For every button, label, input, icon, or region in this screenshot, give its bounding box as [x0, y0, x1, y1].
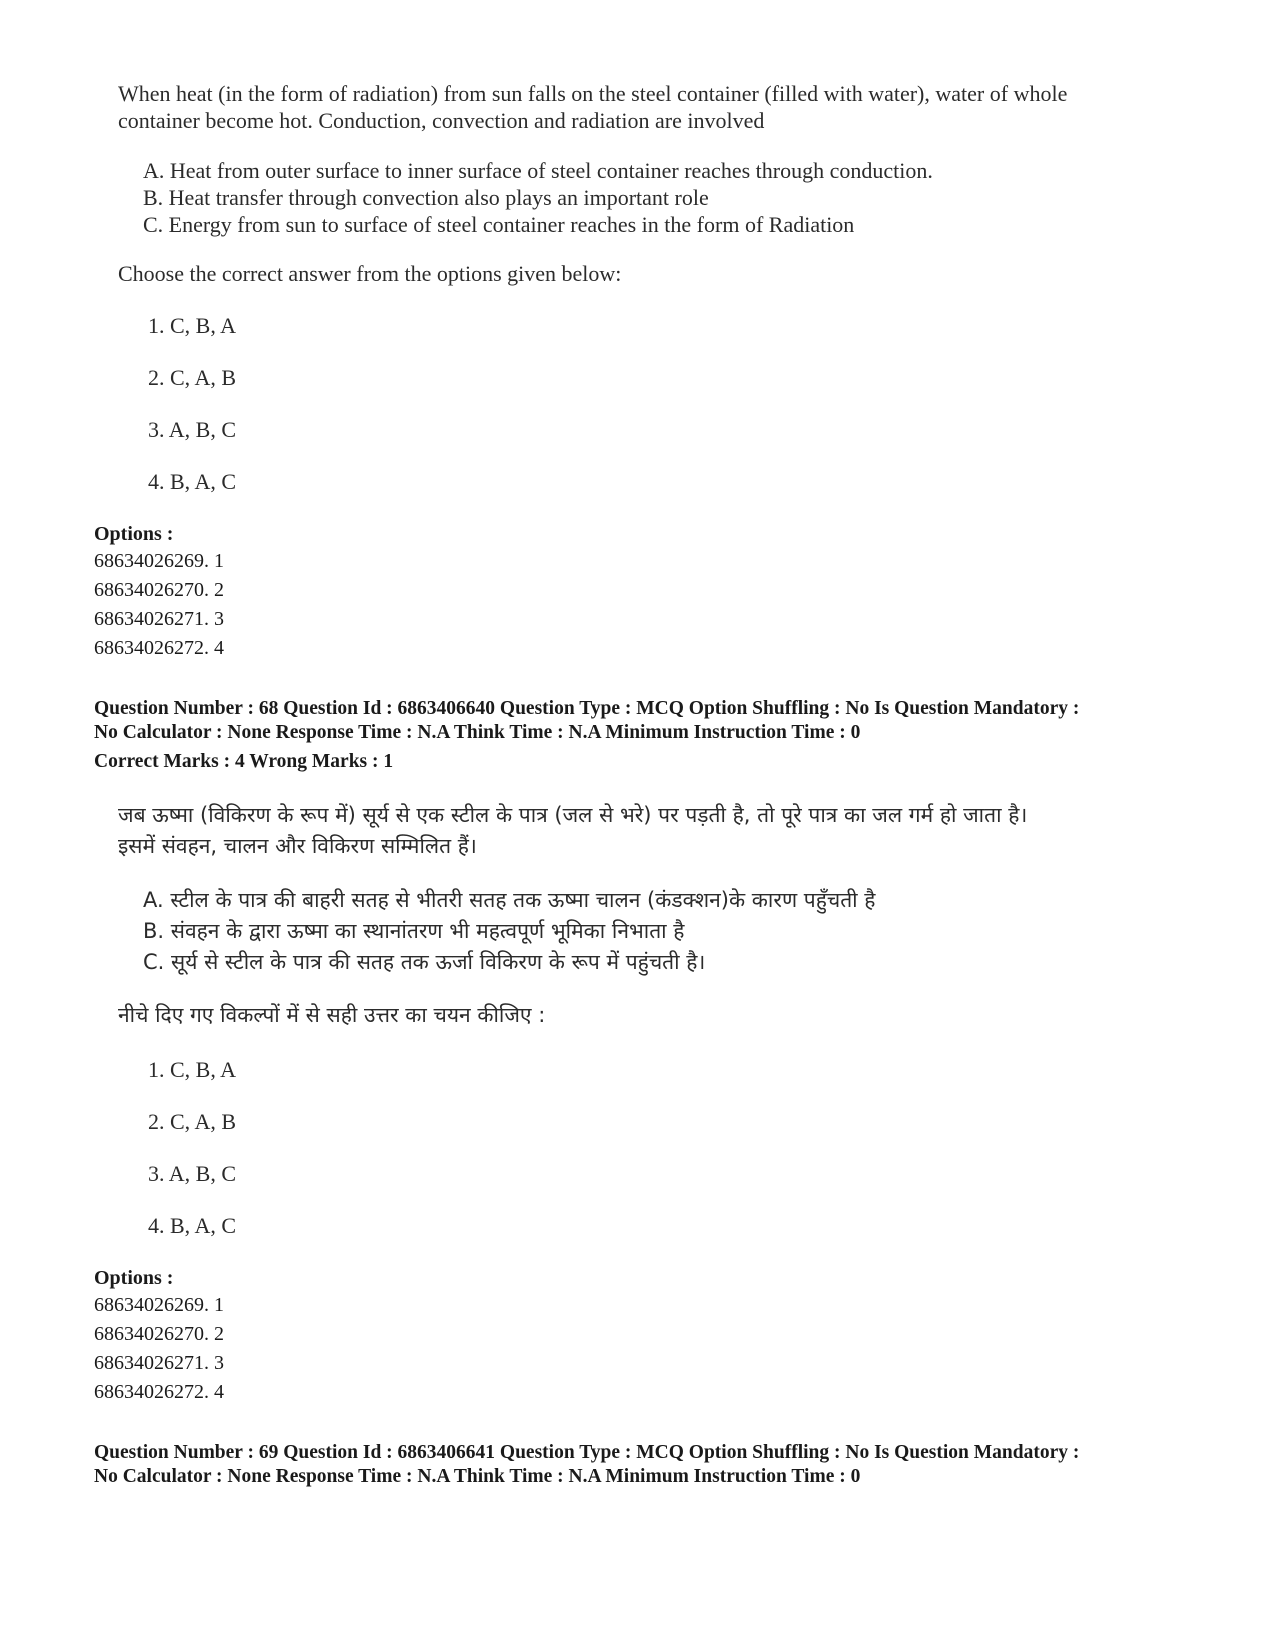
answer-choice-3: 3. A, B, C: [148, 1161, 237, 1186]
question-68-meta: [94, 697, 1079, 745]
meta-line: Question Number : 69 Question Id : 6863406641 Question Type : MCQ Option Shuffling : No Is Question Mandatory :: [94, 1442, 1080, 1463]
question-68-statements: [143, 885, 875, 978]
answer-choice-3: 3. A, B, C: [148, 417, 237, 442]
option-id: 68634026270. 2: [94, 1323, 224, 1345]
statement-a: A. स्टील के पात्र की बाहरी सतह से भीतरी सतह तक ऊष्मा चालन (कंडक्शन)के कारण पहुँचती है: [143, 888, 876, 912]
option-id: 68634026271. 3: [94, 608, 224, 630]
answer-choice-2: 2. C, A, B: [148, 365, 237, 390]
question-line: When heat (in the form of radiation) from sun falls on the steel container (filled with water), water of whole: [118, 81, 1068, 106]
option-id: 68634026272. 4: [94, 637, 224, 659]
question-67-statements: [143, 157, 933, 238]
option-id-list: [94, 547, 224, 663]
option-id: 68634026270. 2: [94, 579, 224, 601]
question-68-marks: Correct Marks : 4 Wrong Marks : 1: [94, 751, 394, 772]
option-id: 68634026272. 4: [94, 1381, 224, 1403]
statement-b: B. Heat transfer through convection also plays an important role: [143, 185, 709, 210]
question-69-meta: [94, 1441, 1079, 1489]
statement-c: C. Energy from sun to surface of steel container reaches in the form of Radiation: [143, 212, 855, 237]
answer-choice-4: 4. B, A, C: [148, 1213, 237, 1238]
meta-line: No Calculator : None Response Time : N.A Think Time : N.A Minimum Instruction Time : 0: [94, 722, 861, 743]
statement-c: C. सूर्य से स्टील के पात्र की सतह तक ऊर्जा विकिरण के रूप में पहुंचती है।: [143, 950, 706, 974]
option-id: 68634026269. 1: [94, 550, 224, 572]
answer-choice-4: 4. B, A, C: [148, 469, 237, 494]
question-68-instruction: नीचे दिए गए विकल्पों में से सही उत्तर का चयन कीजिए :: [118, 1003, 546, 1027]
option-id: 68634026271. 3: [94, 1352, 224, 1374]
option-id-list: [94, 1291, 224, 1407]
answer-choice-1: 1. C, B, A: [148, 313, 237, 338]
answer-choice-2: 2. C, A, B: [148, 1109, 237, 1134]
question-68-text: [118, 800, 1027, 862]
question-line: जब ऊष्मा (विकिरण के रूप में) सूर्य से एक स्टील के पात्र (जल से भरे) पर पड़ती है, तो पूरे पात्र का जल गर्म हो जाता है।: [118, 803, 1028, 827]
meta-line: Question Number : 68 Question Id : 6863406640 Question Type : MCQ Option Shuffling : No Is Question Mandatory :: [94, 698, 1080, 719]
question-line: container become hot. Conduction, convection and radiation are involved: [118, 108, 765, 133]
question-line: इसमें संवहन, चालन और विकिरण सम्मिलित हैं।: [118, 834, 477, 858]
option-id: 68634026269. 1: [94, 1294, 224, 1316]
statement-b: B. संवहन के द्वारा ऊष्मा का स्थानांतरण भी महत्वपूर्ण भूमिका निभाता है: [143, 919, 685, 943]
question-67-text: [118, 80, 1067, 134]
meta-line: No Calculator : None Response Time : N.A Think Time : N.A Minimum Instruction Time : 0: [94, 1466, 861, 1487]
options-label: Options :: [94, 1267, 174, 1289]
answer-choice-1: 1. C, B, A: [148, 1057, 237, 1082]
options-label: Options :: [94, 523, 174, 545]
statement-a: A. Heat from outer surface to inner surface of steel container reaches through conduction.: [143, 158, 933, 183]
question-67-instruction: Choose the correct answer from the options given below:: [118, 261, 622, 286]
